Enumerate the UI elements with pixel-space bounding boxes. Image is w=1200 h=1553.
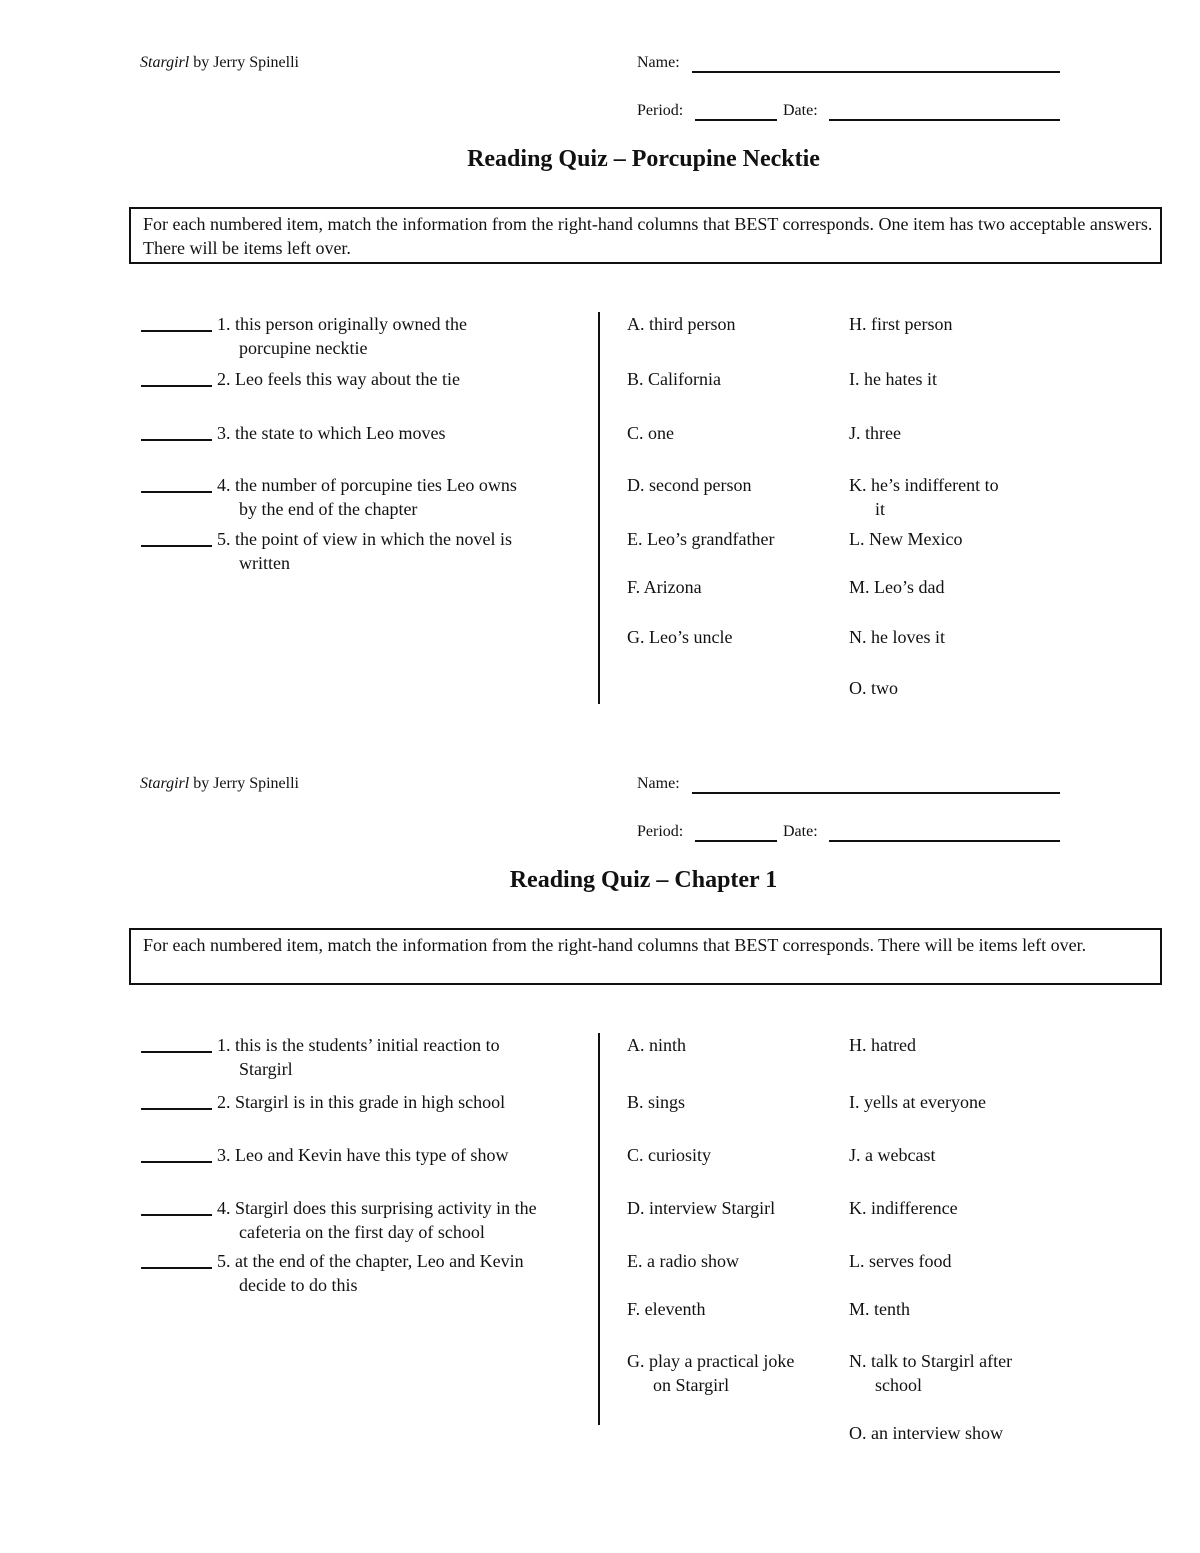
option-item bbox=[627, 421, 827, 445]
option-item bbox=[627, 625, 827, 649]
answer-blank[interactable] bbox=[141, 491, 212, 493]
option-item bbox=[627, 367, 827, 391]
quiz-chapter-1 bbox=[0, 721, 1200, 1451]
option-item bbox=[627, 1033, 827, 1057]
column-divider bbox=[598, 1033, 600, 1425]
column-divider bbox=[598, 312, 600, 704]
option-text: interview Stargirl bbox=[649, 1198, 776, 1218]
option-text: he’s indifferent to bbox=[871, 475, 999, 495]
book-title: Stargirl bbox=[140, 775, 190, 792]
answer-blank[interactable] bbox=[141, 1267, 212, 1269]
option-letter: K. bbox=[849, 475, 867, 495]
question-text: the state to which Leo moves bbox=[235, 423, 446, 443]
option-text: curiosity bbox=[648, 1145, 712, 1165]
option-letter: E. bbox=[627, 1251, 643, 1271]
option-letter: D. bbox=[627, 1198, 645, 1218]
option-text: tenth bbox=[874, 1299, 911, 1319]
question-text: Stargirl is in this grade in high school bbox=[235, 1092, 506, 1112]
option-letter: M. bbox=[849, 577, 870, 597]
option-item bbox=[849, 527, 1049, 551]
option-item bbox=[849, 1297, 1049, 1321]
option-text: Leo’s dad bbox=[874, 577, 945, 597]
option-text: eleventh bbox=[644, 1299, 706, 1319]
answer-blank[interactable] bbox=[141, 1161, 212, 1163]
option-text: talk to Stargirl after bbox=[871, 1351, 1013, 1371]
answer-blank[interactable] bbox=[141, 545, 212, 547]
option-text: three bbox=[865, 423, 901, 443]
option-text: yells at everyone bbox=[864, 1092, 986, 1112]
option-item bbox=[627, 1297, 827, 1321]
answer-blank[interactable] bbox=[141, 439, 212, 441]
option-item bbox=[849, 1090, 1049, 1114]
option-letter: I. bbox=[849, 1092, 860, 1112]
option-letter: B. bbox=[627, 369, 644, 389]
option-item bbox=[627, 473, 827, 497]
option-letter: D. bbox=[627, 475, 645, 495]
option-letter: G. bbox=[627, 627, 645, 647]
option-item bbox=[627, 1143, 827, 1167]
option-text: a webcast bbox=[865, 1145, 936, 1165]
option-item bbox=[849, 625, 1049, 649]
option-item bbox=[849, 676, 1049, 700]
option-text: play a practical joke bbox=[649, 1351, 795, 1371]
option-item bbox=[627, 1090, 827, 1114]
option-text: California bbox=[648, 369, 721, 389]
question-text-cont: cafeteria on the first day of school bbox=[239, 1222, 485, 1242]
date-label: Date: bbox=[783, 102, 818, 119]
book-author: by Jerry Spinelli bbox=[193, 54, 299, 71]
option-letter: L. bbox=[849, 529, 865, 549]
answer-blank[interactable] bbox=[141, 330, 212, 332]
question-text: the point of view in which the novel is bbox=[235, 529, 512, 549]
question-number: 3. bbox=[217, 1145, 231, 1165]
option-letter: E. bbox=[627, 529, 643, 549]
question-text-cont: decide to do this bbox=[239, 1275, 358, 1295]
option-text: Arizona bbox=[643, 577, 702, 597]
book-credit bbox=[140, 54, 299, 72]
question-number: 1. bbox=[217, 314, 231, 334]
answer-blank[interactable] bbox=[141, 1108, 212, 1110]
option-item bbox=[627, 527, 827, 551]
option-letter: L. bbox=[849, 1251, 865, 1271]
question-number: 3. bbox=[217, 423, 231, 443]
option-text-cont: school bbox=[875, 1375, 922, 1395]
answer-blank[interactable] bbox=[141, 1214, 212, 1216]
option-text: ninth bbox=[649, 1035, 687, 1055]
option-text: one bbox=[648, 423, 675, 443]
name-label: Name: bbox=[637, 54, 680, 71]
option-letter: I. bbox=[849, 369, 860, 389]
option-letter: F. bbox=[627, 577, 641, 597]
name-blank[interactable] bbox=[692, 792, 1060, 794]
option-item bbox=[849, 1249, 1049, 1273]
option-item bbox=[627, 1196, 827, 1220]
option-letter: J. bbox=[849, 1145, 861, 1165]
date-blank[interactable] bbox=[829, 840, 1060, 842]
option-text: he hates it bbox=[864, 369, 937, 389]
question-number: 1. bbox=[217, 1035, 231, 1055]
option-letter: K. bbox=[849, 1198, 867, 1218]
option-item bbox=[849, 312, 1049, 336]
name-label: Name: bbox=[637, 775, 680, 792]
question-text: this is the students’ initial reaction to bbox=[235, 1035, 500, 1055]
option-letter: A. bbox=[627, 314, 645, 334]
option-item bbox=[849, 367, 1049, 391]
book-title: Stargirl bbox=[140, 54, 190, 71]
option-item bbox=[627, 575, 827, 599]
option-letter: M. bbox=[849, 1299, 870, 1319]
option-text: New Mexico bbox=[869, 529, 963, 549]
question-text: at the end of the chapter, Leo and Kevin bbox=[235, 1251, 524, 1271]
option-text: an interview show bbox=[871, 1423, 1003, 1443]
option-text: Leo’s grandfather bbox=[647, 529, 775, 549]
option-text: he loves it bbox=[871, 627, 945, 647]
question-number: 2. bbox=[217, 369, 231, 389]
option-text: hatred bbox=[871, 1035, 916, 1055]
name-blank[interactable] bbox=[692, 71, 1060, 73]
option-text: first person bbox=[871, 314, 953, 334]
quiz-porcupine-necktie bbox=[0, 0, 1200, 730]
question-number: 5. bbox=[217, 529, 231, 549]
option-item bbox=[849, 575, 1049, 599]
option-letter: G. bbox=[627, 1351, 645, 1371]
option-text: third person bbox=[649, 314, 736, 334]
option-letter: A. bbox=[627, 1035, 645, 1055]
question-text-cont: written bbox=[239, 553, 290, 573]
option-item bbox=[849, 1349, 1049, 1397]
answer-blank[interactable] bbox=[141, 1051, 212, 1053]
option-text: sings bbox=[648, 1092, 686, 1112]
period-label: Period: bbox=[637, 823, 684, 840]
option-letter: O. bbox=[849, 678, 867, 698]
quiz-title: Reading Quiz – Porcupine Necktie bbox=[467, 146, 820, 172]
option-item bbox=[849, 1143, 1049, 1167]
option-item bbox=[627, 1249, 827, 1273]
option-text: Leo’s uncle bbox=[649, 627, 733, 647]
option-item bbox=[627, 312, 827, 336]
period-blank[interactable] bbox=[695, 840, 777, 842]
question-text-cont: porcupine necktie bbox=[239, 338, 368, 358]
option-item bbox=[849, 473, 1049, 521]
option-letter: B. bbox=[627, 1092, 644, 1112]
quiz-title: Reading Quiz – Chapter 1 bbox=[509, 867, 778, 893]
option-letter: C. bbox=[627, 423, 644, 443]
option-letter: C. bbox=[627, 1145, 644, 1165]
question-text-cont: Stargirl bbox=[239, 1059, 293, 1079]
book-credit bbox=[140, 775, 299, 793]
instructions-box: For each numbered item, match the information from the right-hand columns that BEST corresponds. One item has two acceptable answers. There will be items left over. bbox=[129, 207, 1162, 264]
option-item bbox=[849, 1421, 1049, 1445]
option-text: second person bbox=[649, 475, 752, 495]
answer-blank[interactable] bbox=[141, 385, 212, 387]
name-field[interactable] bbox=[637, 775, 680, 793]
option-letter: H. bbox=[849, 314, 867, 334]
option-letter: H. bbox=[849, 1035, 867, 1055]
option-text-cont: on Stargirl bbox=[653, 1375, 730, 1395]
question-number: 4. bbox=[217, 475, 231, 495]
name-field[interactable] bbox=[637, 54, 680, 72]
question-text: Leo and Kevin have this type of show bbox=[235, 1145, 509, 1165]
option-letter: O. bbox=[849, 1423, 867, 1443]
book-author: by Jerry Spinelli bbox=[193, 775, 299, 792]
option-item bbox=[849, 1196, 1049, 1220]
date-blank[interactable] bbox=[829, 119, 1060, 121]
question-number: 5. bbox=[217, 1251, 231, 1271]
option-item bbox=[849, 1033, 1049, 1057]
date-label: Date: bbox=[783, 823, 818, 840]
period-blank[interactable] bbox=[695, 119, 777, 121]
question-text: Stargirl does this surprising activity in the bbox=[235, 1198, 537, 1218]
option-text: serves food bbox=[869, 1251, 952, 1271]
option-letter: F. bbox=[627, 1299, 641, 1319]
question-text-cont: by the end of the chapter bbox=[239, 499, 418, 519]
option-text: two bbox=[871, 678, 898, 698]
question-text: Leo feels this way about the tie bbox=[235, 369, 460, 389]
option-text-cont: it bbox=[875, 499, 886, 519]
option-item bbox=[627, 1349, 827, 1397]
question-text: this person originally owned the bbox=[235, 314, 467, 334]
option-text: indifference bbox=[871, 1198, 958, 1218]
option-letter: N. bbox=[849, 1351, 867, 1371]
period-label: Period: bbox=[637, 102, 684, 119]
option-letter: N. bbox=[849, 627, 867, 647]
question-number: 2. bbox=[217, 1092, 231, 1112]
option-text: a radio show bbox=[647, 1251, 739, 1271]
question-text: the number of porcupine ties Leo owns bbox=[235, 475, 517, 495]
question-number: 4. bbox=[217, 1198, 231, 1218]
option-letter: J. bbox=[849, 423, 861, 443]
instructions-box: For each numbered item, match the information from the right-hand columns that BEST corresponds. There will be items left over. bbox=[129, 928, 1162, 985]
option-item bbox=[849, 421, 1049, 445]
